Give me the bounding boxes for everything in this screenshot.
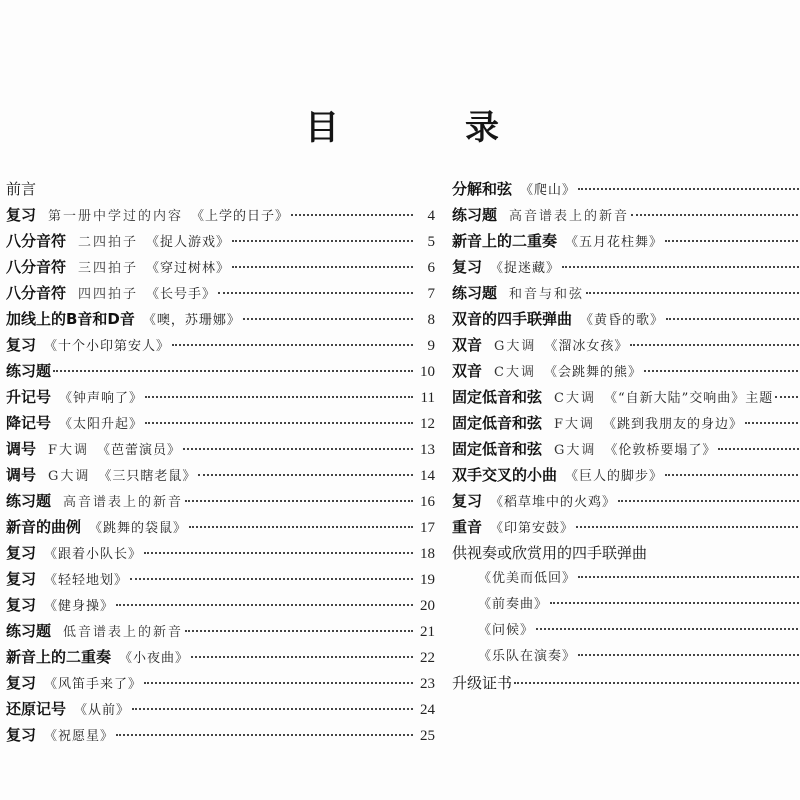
entry-piece-title: 《健身操》	[44, 599, 115, 614]
entry-topic: 加线上的B音和D音	[6, 310, 135, 328]
toc-entry[interactable]	[6, 592, 435, 618]
entry-piece-title: 《钟声响了》	[59, 391, 144, 406]
entry-piece-title: 《祝愿星》	[44, 729, 115, 744]
toc-right-column	[452, 176, 800, 696]
toc-entry[interactable]	[452, 358, 800, 384]
dot-leader	[665, 240, 800, 242]
entry-topic: 新音上的二重奏	[6, 648, 112, 666]
toc-certificate[interactable]	[452, 670, 800, 696]
certificate-label: 升级证书	[452, 674, 513, 692]
toc-entry[interactable]	[6, 358, 435, 384]
toc-entry[interactable]	[452, 202, 800, 228]
entry-subtitle: 和音与和弦	[509, 287, 585, 302]
page-number: 5	[427, 234, 435, 250]
entry-topic: 复习	[6, 544, 37, 562]
entry-topic: 重音	[452, 518, 483, 536]
toc-left-column	[6, 176, 435, 748]
entry-topic: 新音的曲例	[6, 518, 82, 536]
page-number: 4	[427, 208, 435, 224]
entry-topic: 练习题	[6, 622, 52, 640]
entry-piece-title: 《“自新大陆”交响曲》主题	[603, 391, 774, 406]
page-number: 21	[420, 624, 435, 640]
dot-leader	[666, 318, 800, 320]
entry-topic: 双音	[452, 336, 483, 354]
entry-topic: 复习	[6, 206, 37, 224]
dot-leader	[218, 292, 413, 294]
toc-entry[interactable]	[6, 332, 435, 358]
page-number: 23	[420, 676, 435, 692]
entry-topic: 复习	[6, 570, 37, 588]
entry-subtitle: 第一册中学过的内容	[48, 209, 184, 224]
entry-topic: 调号	[6, 466, 37, 484]
dot-leader	[144, 552, 413, 554]
dot-leader	[578, 654, 800, 656]
dot-leader	[191, 656, 413, 658]
dot-leader	[183, 448, 413, 450]
dot-leader	[189, 526, 413, 528]
toc-entry[interactable]	[6, 618, 435, 644]
page-number: 16	[420, 494, 435, 510]
entry-piece-title: 《芭蕾演员》	[97, 443, 182, 458]
toc-duet-entry[interactable]	[452, 644, 800, 670]
entry-piece-title: 《太阳升起》	[59, 417, 144, 432]
toc-entry[interactable]	[6, 488, 435, 514]
entry-topic: 复习	[6, 596, 37, 614]
entry-subtitle: 高音谱表上的新音	[509, 209, 630, 224]
entry-piece-title: 《轻轻地划》	[44, 573, 129, 588]
entry-piece-title: 《穿过树林》	[146, 261, 231, 276]
page-number: 10	[420, 364, 435, 380]
dot-leader	[243, 318, 413, 320]
dot-leader	[145, 422, 413, 424]
dot-leader	[291, 214, 413, 216]
toc-duet-entry[interactable]	[452, 566, 800, 592]
toc-entry[interactable]	[6, 722, 435, 748]
toc-duet-entry[interactable]	[452, 618, 800, 644]
toc-entry[interactable]	[6, 644, 435, 670]
entry-piece-title: 《巨人的脚步》	[565, 469, 664, 484]
entry-topic: 练习题	[452, 284, 498, 302]
toc-entry[interactable]	[452, 306, 800, 332]
entry-topic: 双手交叉的小曲	[452, 466, 558, 484]
entry-topic: 复习	[452, 492, 483, 510]
page-number: 17	[420, 520, 435, 536]
entry-piece-title: 《黄昏的歌》	[580, 313, 665, 328]
dot-leader	[550, 602, 800, 604]
page-number: 9	[427, 338, 435, 354]
dot-leader	[198, 474, 413, 476]
dot-leader	[185, 630, 413, 632]
entry-topic: 练习题	[6, 362, 52, 380]
entry-topic: 双音的四手联弹曲	[452, 310, 573, 328]
dot-leader	[576, 526, 800, 528]
entry-piece-title: 《噢，苏珊娜》	[142, 313, 241, 328]
entry-piece-title: 《上学的日子》	[191, 209, 290, 224]
entry-subtitle: G大调	[554, 443, 597, 458]
entry-piece-title: 《捉迷藏》	[490, 261, 561, 276]
page-title: 目 录	[305, 108, 545, 148]
toc-entry[interactable]	[6, 306, 435, 332]
entry-piece-title: 《十个小印第安人》	[44, 339, 171, 354]
entry-piece-title: 《优美而低回》	[478, 571, 577, 586]
toc-entry[interactable]	[452, 514, 800, 540]
entry-subtitle: F大调	[48, 443, 90, 458]
page-number: 18	[420, 546, 435, 562]
toc-entry[interactable]	[6, 228, 435, 254]
toc-preface[interactable]	[6, 176, 435, 202]
entry-topic: 还原记号	[6, 700, 67, 718]
toc-entry[interactable]	[6, 410, 435, 436]
page-number: 19	[420, 572, 435, 588]
dot-leader	[232, 266, 413, 268]
page-number: 11	[420, 390, 435, 406]
toc-entry[interactable]	[452, 384, 800, 410]
entry-subtitle: 二四拍子	[78, 235, 139, 250]
entry-piece-title: 《从前》	[74, 703, 131, 718]
entry-piece-title: 《稻草堆中的火鸡》	[490, 495, 617, 510]
entry-piece-title: 《会跳舞的熊》	[543, 365, 642, 380]
entry-topic: 新音上的二重奏	[452, 232, 558, 250]
toc-entry[interactable]	[452, 488, 800, 514]
entry-topic: 复习	[6, 336, 37, 354]
page-number: 13	[420, 442, 435, 458]
entry-piece-title: 《小夜曲》	[119, 651, 190, 666]
entry-subtitle: 三四拍子	[78, 261, 139, 276]
entry-topic: 升记号	[6, 388, 52, 406]
toc-entry[interactable]	[452, 436, 800, 462]
entry-piece-title: 《问候》	[478, 623, 535, 638]
entry-topic: 固定低音和弦	[452, 388, 543, 406]
dot-leader	[718, 448, 800, 450]
entry-piece-title: 《伦敦桥要塌了》	[604, 443, 717, 458]
dot-leader	[775, 396, 800, 398]
entry-subtitle: 低音谱表上的新音	[63, 625, 184, 640]
entry-subtitle: 高音谱表上的新音	[63, 495, 184, 510]
dot-leader	[172, 344, 413, 346]
entry-piece-title: 《捉人游戏》	[146, 235, 231, 250]
entry-topic: 分解和弦	[452, 180, 513, 198]
entry-topic: 八分音符	[6, 232, 67, 250]
entry-subtitle: G大调	[494, 339, 537, 354]
entry-topic: 双音	[452, 362, 483, 380]
entry-subtitle: G大调	[48, 469, 91, 484]
dot-leader	[116, 604, 413, 606]
toc-entry[interactable]	[6, 514, 435, 540]
dot-leader	[514, 682, 800, 684]
toc-entry[interactable]	[452, 332, 800, 358]
section-heading-label: 供视奏或欣赏用的四手联弹曲	[452, 544, 648, 562]
entry-piece-title: 《乐队在演奏》	[478, 649, 577, 664]
dot-leader	[586, 292, 800, 294]
toc-entry[interactable]	[452, 176, 800, 202]
preface-label: 前言	[6, 180, 37, 198]
entry-piece-title: 《长号手》	[146, 287, 217, 302]
toc-entry[interactable]	[6, 202, 435, 228]
entry-topic: 八分音符	[6, 258, 67, 276]
toc-entry[interactable]	[6, 384, 435, 410]
entry-topic: 固定低音和弦	[452, 440, 543, 458]
dot-leader	[185, 500, 413, 502]
dot-leader	[53, 370, 413, 372]
toc-entry[interactable]	[452, 254, 800, 280]
entry-topic: 练习题	[452, 206, 498, 224]
dot-leader	[144, 682, 413, 684]
toc-entry[interactable]	[452, 462, 800, 488]
toc-entry[interactable]	[6, 566, 435, 592]
dot-leader	[665, 474, 800, 476]
entry-piece-title: 《风笛手来了》	[44, 677, 143, 692]
toc-entry[interactable]	[452, 280, 800, 306]
entry-topic: 练习题	[6, 492, 52, 510]
entry-subtitle: C大调	[554, 391, 596, 406]
page-number: 12	[420, 416, 435, 432]
dot-leader	[145, 396, 413, 398]
toc-entry[interactable]	[6, 540, 435, 566]
entry-piece-title: 《跳舞的袋鼠》	[89, 521, 188, 536]
entry-piece-title: 《爬山》	[520, 183, 577, 198]
entry-topic: 复习	[6, 726, 37, 744]
toc-entry[interactable]	[452, 228, 800, 254]
dot-leader	[644, 370, 800, 372]
entry-piece-title: 《前奏曲》	[478, 597, 549, 612]
entry-topic: 复习	[6, 674, 37, 692]
toc-entry[interactable]	[452, 410, 800, 436]
page-number: 22	[420, 650, 435, 666]
entry-piece-title: 《五月花柱舞》	[565, 235, 664, 250]
entry-subtitle: C大调	[494, 365, 536, 380]
dot-leader	[536, 628, 800, 630]
page-number: 14	[420, 468, 435, 484]
dot-leader	[232, 240, 413, 242]
entry-piece-title: 《跟着小队长》	[44, 547, 143, 562]
entry-topic: 固定低音和弦	[452, 414, 543, 432]
page-number: 8	[427, 312, 435, 328]
dot-leader	[631, 214, 800, 216]
entry-topic: 降记号	[6, 414, 52, 432]
entry-piece-title: 《三只瞎老鼠》	[98, 469, 197, 484]
page-number: 25	[420, 728, 435, 744]
dot-leader	[562, 266, 800, 268]
toc-entry[interactable]	[6, 696, 435, 722]
dot-leader	[578, 576, 800, 578]
page-number: 20	[420, 598, 435, 614]
entry-topic: 复习	[452, 258, 483, 276]
page-number: 7	[427, 286, 435, 302]
section-heading-duets[interactable]	[452, 540, 800, 566]
toc-entry[interactable]	[6, 670, 435, 696]
entry-piece-title: 《溜冰女孩》	[544, 339, 629, 354]
toc-entry[interactable]	[6, 436, 435, 462]
dot-leader	[630, 344, 800, 346]
dot-leader	[578, 188, 800, 190]
dot-leader	[130, 578, 413, 580]
toc-duet-entry[interactable]	[452, 592, 800, 618]
page-number: 24	[420, 702, 435, 718]
entry-subtitle: F大调	[554, 417, 596, 432]
dot-leader	[116, 734, 413, 736]
page-number: 6	[427, 260, 435, 276]
entry-subtitle: 四四拍子	[78, 287, 139, 302]
entry-piece-title: 《印第安鼓》	[490, 521, 575, 536]
toc-entry[interactable]	[6, 462, 435, 488]
entry-topic: 调号	[6, 440, 37, 458]
dot-leader	[745, 422, 800, 424]
toc-entry[interactable]	[6, 280, 435, 306]
dot-leader	[132, 708, 413, 710]
dot-leader	[618, 500, 800, 502]
entry-piece-title: 《跳到我朋友的身边》	[603, 417, 744, 432]
toc-entry[interactable]	[6, 254, 435, 280]
entry-topic: 八分音符	[6, 284, 67, 302]
